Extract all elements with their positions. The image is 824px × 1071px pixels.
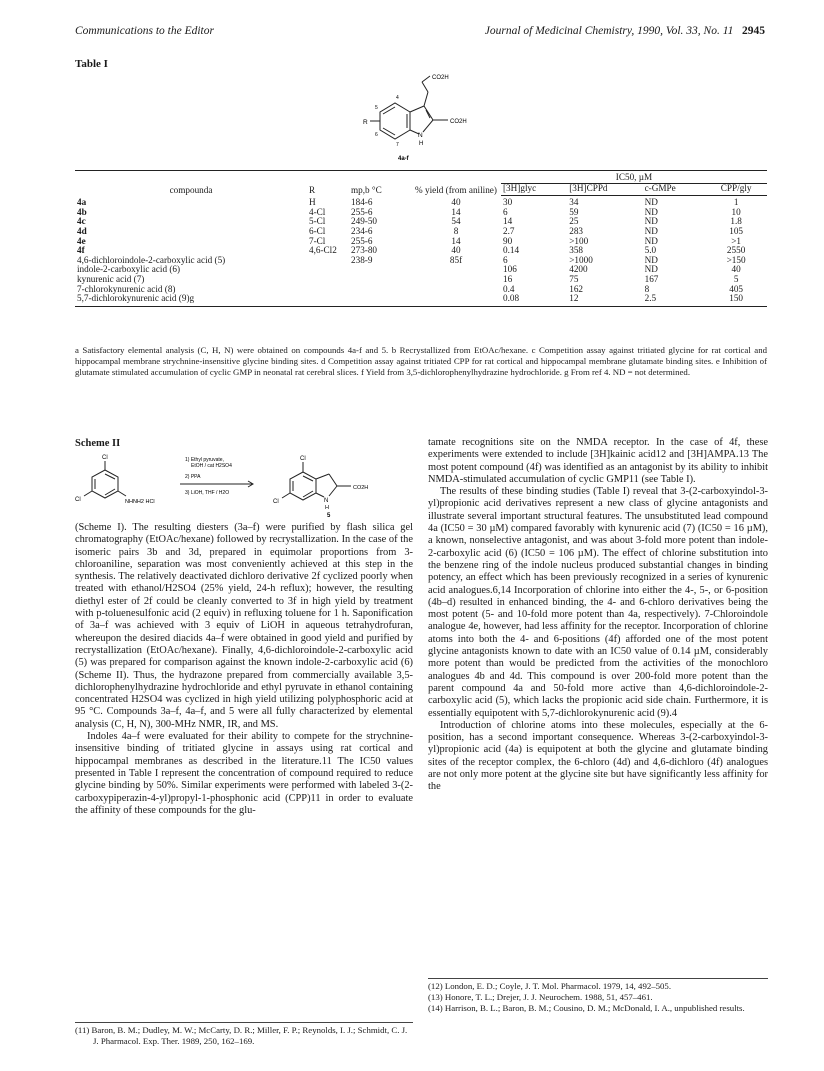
cell-yield [411, 275, 501, 285]
cell-yield [411, 285, 501, 295]
cell-compound: 4,6-dichloroindole-2-carboxylic acid (5) [77, 254, 226, 265]
product-nitrogen: N [324, 498, 329, 504]
start-hydrazine-label: NHNH2 HCl [125, 499, 155, 505]
cell-compound: kynurenic acid (7) [77, 273, 145, 284]
cell-ratio: 405 [729, 283, 743, 294]
cell-mp [349, 294, 411, 306]
table-row [75, 208, 767, 218]
cell-compound: 4d [77, 225, 87, 236]
cell-r [307, 294, 349, 306]
col-yield: % yield (from aniline) [411, 171, 501, 196]
col-mp: mp,b °C [349, 171, 411, 196]
cell-yield: 85f [449, 254, 463, 265]
cell-gly: 0.08 [501, 294, 567, 306]
cell-r [307, 265, 349, 275]
table-row [75, 217, 767, 227]
cell-cpp: >100 [569, 235, 589, 246]
cell-yield: 14 [451, 206, 461, 217]
section-label: Communications to the Editor [75, 25, 214, 37]
cell-gly: 106 [503, 264, 517, 275]
cell-gly: 6 [503, 206, 508, 217]
cell-ratio: 40 [731, 264, 741, 275]
col-cgmp: c-GMPe [643, 183, 706, 196]
cell-mp: 255-6 [351, 206, 373, 217]
position-4-label: 4 [396, 95, 399, 101]
cell-compound: 5,7-dichlorokynurenic acid (9)g [75, 294, 307, 306]
table-row [75, 237, 767, 247]
cell-cgmp: 5.0 [644, 245, 657, 256]
paragraph: Introduction of chlorine atoms into these molecules, especially at the 6-position, has a second important consequence. Whereas 3-(2-carboxyindol-3-yl)propionic acid (4a) is equipotent at both the glycine and glutamate binding sites of the receptor complex, the 6-chloro (4d) and 4,6-dichloro (4f) analogues are not only more potent at the glycine site but have significantly less affinity for the [428, 719, 768, 793]
position-7-label: 7 [396, 142, 399, 148]
cell-cpp: 34 [569, 197, 579, 208]
cell-cgmp: 2.5 [643, 294, 706, 306]
right-column-text [428, 437, 768, 794]
cell-r [307, 285, 349, 295]
cell-r: 5-Cl [309, 216, 326, 227]
reference: (14) Harrison, B. L.; Baron, B. M.; Cousino, D. M.; McDonald, I. A., unpublished results. [428, 1003, 745, 1013]
cell-yield [411, 265, 501, 275]
cell-r: 4-Cl [309, 206, 326, 217]
paragraph: Indoles 4a–f were evaluated for their ability to compete for the strychnine-insensitive binding of tritiated glycine in assays using rat cortical and hippocampal membranes as described in the literature.11 The IC50 values presented in Table I represent the concentration of compound required to reduce glycine binding by 50%. Similar experiments were performed with labeled 3-(2-carboxypiperazin-4-yl)propyl-1-phosphonic acid (CPP)11 in order to evaluate the affinity of these compounds for the glu- [75, 731, 413, 816]
table-row [75, 265, 767, 275]
cell-gly: 16 [503, 273, 513, 284]
cell-gly: 0.4 [503, 283, 515, 294]
cell-ratio: 5 [733, 273, 739, 284]
reference: (11) Baron, B. M.; Dudley, M. W.; McCarty, D. R.; Miller, F. P.; Reynolds, I. J.; Schmidt, C. J. J. Pharmacol. Exp. Ther. 1989, 250, 162–169. [75, 1025, 408, 1046]
table-footnote: a Satisfactory elemental analysis (C, H, N) were obtained on compounds 4a-f and 5. b Recrystallized from EtOAc/hexane. c Competition assay against tritiated glycine for rat cortical and hippocampal membrane strychnine-insensitive glycine binding sites. d Competition assay against tritiated CPP for rat cortical and hippocampal membrane glutamate binding sites. e Inhibition of glutamate stimulated accumulation of cyclic GMP in neonatal rat cerebral slices. f Yield from 3,5-dichlorophenylhydrazine hydrochloride. g From ref 4. ND = not determined. [75, 345, 767, 377]
cell-gly: 14 [503, 216, 513, 227]
cell-yield: 54 [451, 216, 461, 227]
reagent-1: 1) Ethyl pyruvate, [185, 457, 224, 463]
cell-gly: 2.7 [503, 225, 515, 236]
cell-mp: 249-50 [351, 216, 378, 227]
cell-compound: 7-chlorokynurenic acid (8) [77, 283, 176, 294]
cell-cgmp: 167 [644, 273, 659, 284]
cell-yield: 40 [451, 245, 461, 256]
running-header [75, 25, 765, 37]
cell-r: 4,6-Cl2 [309, 245, 337, 256]
references-left [75, 1022, 413, 1047]
cell-yield: 8 [453, 225, 459, 236]
cell-mp [349, 265, 411, 275]
cell-mp [349, 285, 411, 295]
col-compound: compounda [75, 171, 307, 196]
table-body [75, 196, 767, 307]
cell-cpp: 25 [569, 216, 579, 227]
cell-cgmp: ND [644, 206, 658, 217]
table-title: Table I [75, 58, 108, 70]
scheme-diagram [75, 450, 415, 518]
left-column-text [75, 522, 413, 817]
cell-r [307, 256, 349, 266]
start-cl-left: Cl [75, 497, 81, 503]
reagent-3: 3) LiOH, THF / H2O [185, 490, 230, 496]
cell-r [307, 275, 349, 285]
data-table [75, 170, 767, 307]
product-acid-label: CO2H [353, 485, 369, 491]
cell-mp: 234-6 [351, 225, 373, 236]
cell-cpp: 75 [569, 273, 579, 284]
cell-r: 6-Cl [309, 225, 326, 236]
cell-ratio: 10 [731, 206, 741, 217]
cell-cgmp: ND [644, 235, 658, 246]
cell-ratio: 1 [733, 197, 739, 208]
cell-cgmp: ND [644, 197, 658, 208]
cell-cgmp: ND [644, 225, 658, 236]
cell-mp: 184-6 [351, 197, 373, 208]
cell-cgmp: ND [644, 264, 658, 275]
cell-gly: 0.14 [503, 245, 520, 256]
cell-cgmp: ND [644, 254, 658, 265]
product-cl-left: Cl [273, 499, 279, 505]
cell-compound: 4a [77, 197, 87, 208]
table-row [75, 275, 767, 285]
side-chain-acid-label: CO2H [432, 75, 449, 81]
product-hydrogen: H [325, 505, 329, 511]
paragraph: The results of these binding studies (Table I) reveal that 3-(2-carboxyindol-3-yl)propionic acid derivatives represent a new class of glycine antagonists and illustrate several important structural features. The unsubstituted lead compound 4a (IC50 = 30 µM) compared favorably with kynurenic acid (7) (IC50 = 16 µM), a known, nonselective antagonist, and was about 3-fold more potent than indole-2-carboxylic acid (6) (IC50 = 106 µM). The effect of chlorine substitution into the benzene ring of the indole nucleus produced substantial changes in binding potency, an effect which has been previously recognized in a series of kynurenic acid analogues.6,14 Incorporation of chlorine into either the 4-, 5-, or 6-position (4b–d) resulted in enhanced binding, the 4- and 6-chloro derivatives being the most potent (5- and 10-fold more potent than 4a, respectively). 7-Chloroindole analogue 4e, however, had less affinity for the receptor. Incorporation of chlorine atoms into both the 4- and 6-positions (4f) afforded one of the most potent glycine antagonists known to date with an IC50 value of 0.14 µM, considerably more potent than would be predicted from the activities of the monochloro analogues 4b and 4d. This compound is over 200-fold more potent than the parent compound 4a and 50-fold more active than 4,6-dichloroindole-2-carboxylic acid (5), which lacks the propionic acid side chain. Furthermore, it is essentially equipotent with 5,7-dichlorokynurenic acid (9).4 [428, 486, 768, 719]
cell-ratio: 105 [729, 225, 743, 236]
scheme-title: Scheme II [75, 438, 121, 449]
table-row [75, 227, 767, 237]
table-row [75, 196, 767, 208]
ring-nitrogen-label: N [418, 132, 423, 139]
cell-yield: 14 [451, 235, 461, 246]
cell-yield [411, 294, 501, 306]
position-5-label: 5 [375, 105, 378, 111]
reference: (13) Honore, T. L.; Drejer, J. J. Neurochem. 1988, 51, 457–461. [428, 992, 653, 1002]
cell-gly: 30 [503, 197, 513, 208]
cell-compound: indole-2-carboxylic acid (6) [77, 264, 181, 275]
structure-label: 4a-f [398, 156, 409, 162]
reagent-1b: EtOH / cat H2SO4 [191, 463, 232, 469]
col-ic50: IC50, µM [501, 171, 767, 184]
cell-cpp: >1000 [569, 254, 593, 265]
cell-ratio: >150 [726, 254, 746, 265]
cell-mp [349, 275, 411, 285]
cell-compound: 4c [77, 216, 86, 227]
substituent-label: R [363, 119, 368, 126]
position-6-label: 6 [375, 132, 378, 138]
cell-cpp: 12 [567, 294, 642, 306]
cell-ratio: 1.8 [730, 216, 742, 227]
ring-hydrogen-label: H [419, 141, 424, 147]
references-right [428, 978, 768, 1014]
cell-mp: 255-6 [351, 235, 373, 246]
cell-ratio: 150 [705, 294, 767, 306]
col-cpp: [3H]CPPd [567, 183, 642, 196]
product-label: 5 [327, 513, 331, 518]
reference: (12) London, E. D.; Coyle, J. T. Mol. Pharmacol. 1979, 14, 492–505. [428, 981, 672, 991]
cell-compound: 4f [77, 245, 85, 256]
cell-cgmp: ND [644, 216, 658, 227]
cell-compound: 4b [77, 206, 87, 217]
ring-acid-label: CO2H [450, 119, 467, 125]
paragraph: tamate recognitions site on the NMDA receptor. In the case of 4f, these experiments were extended to include [3H]kainic acid12 and [3H]AMPA.13 The most potent compound (4f) was identified as an antagonist by its ability to inhibit NMDA-stimulated accumulation of cyclic GMP11 (see Table I). [428, 437, 768, 485]
cell-mp: 238-9 [351, 254, 373, 265]
cell-ratio: >1 [731, 235, 741, 246]
cell-compound: 4e [77, 235, 86, 246]
cell-mp: 273-80 [351, 245, 378, 256]
col-r: R [307, 171, 349, 196]
cell-cpp: 59 [569, 206, 579, 217]
cell-cpp: 283 [569, 225, 584, 236]
col-ratio: CPP/gly [705, 183, 767, 196]
journal-citation: Journal of Medicinal Chemistry, 1990, Vol. 33, No. 11 2945 [484, 25, 765, 37]
reagent-2: 2) PPA [185, 474, 201, 480]
cell-ratio: 2550 [726, 245, 746, 256]
cell-yield: 40 [451, 197, 461, 208]
cell-gly: 90 [503, 235, 513, 246]
cell-cgmp: 8 [644, 283, 650, 294]
paragraph: (Scheme I). The resulting diesters (3a–f) were purified by flash silica gel chromatography (EtOAc/hexane) followed by recrystallization. In the case of the isomeric pairs 3b and 3d, prepared in equimolar proportions from 3-chloroaniline, separation was most conveniently achieved at this step in the synthesis. The relatively deactivated dichloro derivative 2f cyclized poorly when treated with ethanol/H2SO4 (25% yield, 24-h reflux); however, the resulting diethyl ester of 2f could be cleanly converted to 3f in high yield by treatment with p-toluenesulfonic acid (2 equiv) in refluxing toluene for 1 h. Saponification of 3a–f was achieved with 3 equiv of LiOH in aqueous tetrahydrofuran, whereupon the desired diacids 4a–f were obtained in good yield and purified by recrystallization (EtOAc/hexane). Finally, 4,6-dichloroindole-2-carboxylic acid (5) was prepared for comparison against the known indole-2-carboxylic acid (6) (Scheme II). Thus, the hydrazone prepared from commercially available 3,5-dichlorophenylhydrazine hydrochloride and ethyl pyruvate in ethanol containing concentrated H2SO4 was cyclized in high yield utilizing polyphosphoric acid at 95 °C. Compounds 3a–f, 4a–f, and 5 were all fully characterized by elemental analysis (C, H, N), 300-MHz NMR, IR, and MS. [75, 522, 413, 730]
indole-structure-figure [340, 72, 500, 164]
cell-r: 7-Cl [309, 235, 326, 246]
table-row [75, 294, 767, 306]
cell-cpp: 4200 [569, 264, 588, 275]
cell-cpp: 162 [569, 283, 584, 294]
page-number: 2945 [742, 25, 765, 37]
product-cl-top: Cl [300, 456, 306, 462]
col-gly: [3H]glyc [501, 183, 567, 196]
start-cl-top: Cl [102, 455, 108, 461]
cell-r: H [309, 197, 316, 208]
cell-gly: 6 [503, 254, 508, 265]
cell-cpp: 358 [569, 245, 584, 256]
